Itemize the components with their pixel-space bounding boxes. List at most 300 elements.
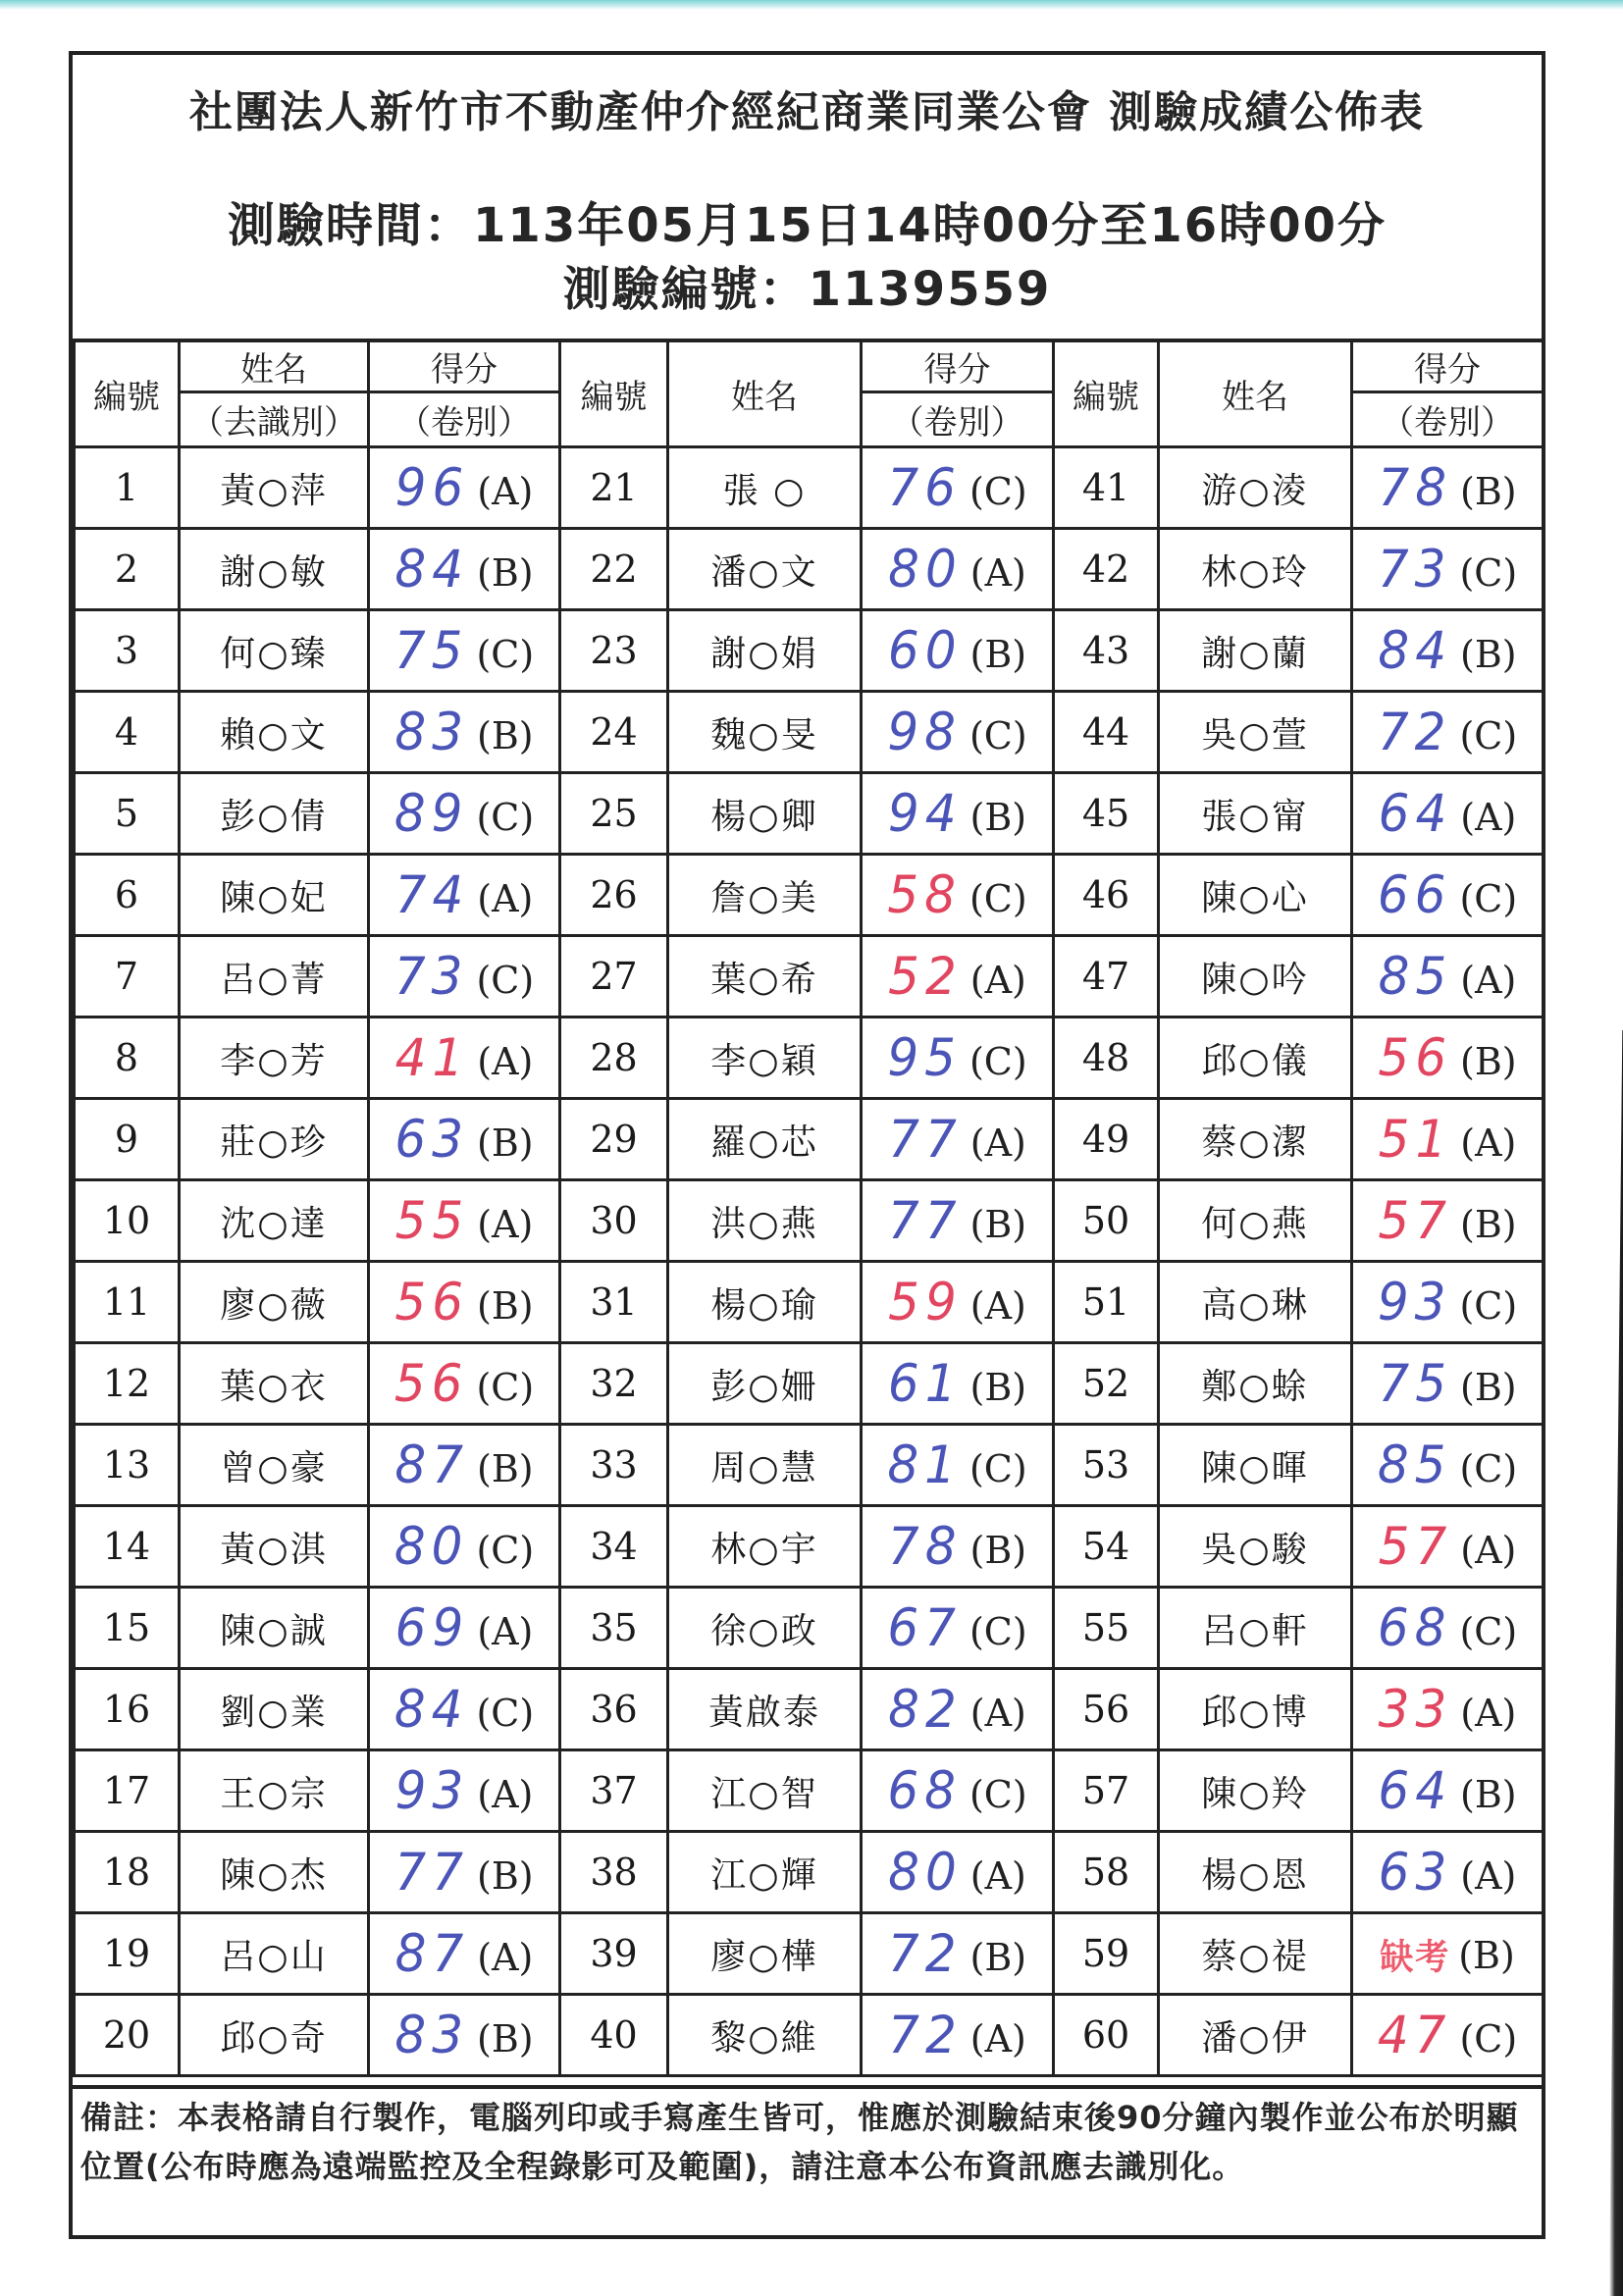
handwritten-score: 66: [1377, 864, 1452, 925]
score-cell: [1352, 1995, 1544, 2076]
handwritten-score: 75: [393, 620, 469, 681]
paper-version: (C): [1459, 877, 1518, 920]
candidate-number: 37: [560, 1750, 668, 1832]
paper-version: (A): [969, 1692, 1026, 1735]
score-cell: [1352, 1099, 1544, 1180]
candidate-name: 周○慧: [668, 1425, 862, 1506]
candidate-number: 27: [560, 936, 668, 1018]
candidate-number: 5: [75, 773, 180, 855]
candidate-number: 24: [560, 692, 668, 773]
score-cell: [1352, 610, 1544, 692]
candidate-number: 59: [1054, 1913, 1159, 1995]
candidate-number: 49: [1054, 1099, 1159, 1180]
handwritten-score: 51: [1378, 1109, 1453, 1170]
candidate-number: 32: [560, 1343, 668, 1425]
score-cell: [862, 1750, 1054, 1832]
exam-id-value: 1139559: [808, 262, 1052, 317]
candidate-name: 葉○希: [668, 936, 862, 1018]
candidate-number: 10: [75, 1180, 180, 1262]
candidate-number: 45: [1054, 773, 1159, 855]
score-cell: [862, 610, 1054, 692]
handwritten-score: 83: [394, 702, 470, 762]
candidate-name: 謝○娟: [668, 610, 862, 692]
paper-version: (B): [969, 1366, 1027, 1409]
score-cell: [369, 1832, 560, 1913]
score-cell: [369, 1018, 560, 1099]
paper-version: (C): [476, 1529, 535, 1572]
scan-edge-artifact-right: [1609, 1030, 1623, 2296]
paper-version: (A): [1460, 796, 1517, 839]
score-cell: [862, 1343, 1054, 1425]
candidate-name: 王○宗: [180, 1750, 369, 1832]
score-cell: [369, 1180, 560, 1262]
candidate-number: 25: [560, 773, 668, 855]
candidate-name: 潘○文: [668, 529, 862, 610]
score-cell: [862, 529, 1054, 610]
score-cell: [369, 1913, 560, 1995]
candidate-number: 17: [75, 1750, 180, 1832]
table-row: [75, 1750, 1544, 1832]
candidate-name: 沈○達: [180, 1180, 369, 1262]
paper-version: (A): [969, 2017, 1026, 2061]
document-title: 社團法人新竹市不動產仲介經紀商業同業公會 測驗成績公佈表: [188, 87, 1426, 137]
candidate-name: 楊○卿: [668, 773, 862, 855]
candidate-number: 43: [1054, 610, 1159, 692]
handwritten-score: 94: [887, 783, 963, 844]
table-row: [75, 1913, 1544, 1995]
absent-stamp: 缺考: [1380, 1936, 1451, 1978]
candidate-number: 11: [75, 1262, 180, 1343]
paper-version: (C): [476, 633, 535, 676]
paper-version: (B): [477, 2017, 534, 2061]
paper-version: (B): [1460, 1040, 1517, 1083]
candidate-name: 陳○心: [1159, 855, 1352, 936]
paper-version: (C): [1459, 1610, 1518, 1653]
candidate-number: 9: [75, 1099, 180, 1180]
candidate-number: 44: [1054, 692, 1159, 773]
candidate-name: 羅○芯: [668, 1099, 862, 1180]
handwritten-score: 80: [888, 1842, 963, 1903]
paper-version: (A): [1460, 1122, 1517, 1165]
score-cell: [1352, 692, 1544, 773]
table-row: [75, 692, 1544, 773]
col-subheader-paper: （卷別）: [369, 392, 560, 447]
handwritten-score: 80: [888, 539, 963, 600]
handwritten-score: 59: [888, 1272, 963, 1332]
paper-version: (A): [969, 1854, 1026, 1898]
score-cell: [862, 1506, 1054, 1588]
candidate-name: 黃啟泰: [668, 1669, 862, 1750]
handwritten-score: 33: [1378, 1679, 1453, 1740]
table-row: [75, 1669, 1544, 1750]
paper-version: (A): [1460, 1692, 1517, 1735]
col-header-score: 得分: [862, 340, 1054, 392]
col-header-number: 編號: [75, 340, 180, 447]
handwritten-score: 74: [394, 864, 470, 925]
candidate-name: 江○輝: [668, 1832, 862, 1913]
candidate-number: 38: [560, 1832, 668, 1913]
candidate-name: 賴○文: [180, 692, 369, 773]
paper-version: (A): [1460, 959, 1517, 1002]
candidate-number: 57: [1054, 1750, 1159, 1832]
paper-version: (B): [477, 551, 534, 595]
score-cell: [1352, 855, 1544, 936]
handwritten-score: 64: [1378, 1760, 1453, 1821]
score-cell: [862, 1018, 1054, 1099]
handwritten-score: 77: [888, 1109, 963, 1170]
score-cell: [862, 1099, 1054, 1180]
candidate-number: 31: [560, 1262, 668, 1343]
candidate-number: 39: [560, 1913, 668, 1995]
paper-version: (B): [477, 1854, 534, 1898]
handwritten-score: 77: [887, 1190, 963, 1251]
candidate-number: 42: [1054, 529, 1159, 610]
table-row: [75, 855, 1544, 936]
candidate-name: 詹○美: [668, 855, 862, 936]
paper-version: (B): [477, 1447, 534, 1490]
candidate-number: 4: [75, 692, 180, 773]
score-cell: [1352, 1343, 1544, 1425]
candidate-number: 3: [75, 610, 180, 692]
candidate-name: 莊○珍: [180, 1099, 369, 1180]
score-cell: [862, 1995, 1054, 2076]
score-cell: [862, 855, 1054, 936]
score-cell: [862, 447, 1054, 529]
candidate-number: 52: [1054, 1343, 1159, 1425]
paper-version: (C): [1459, 1447, 1518, 1490]
handwritten-score: 41: [394, 1027, 470, 1088]
handwritten-score: 61: [887, 1353, 963, 1414]
candidate-name: 劉○業: [180, 1669, 369, 1750]
candidate-name: 楊○恩: [1159, 1832, 1352, 1913]
score-cell: [369, 1588, 560, 1669]
col-header-name: 姓名: [180, 340, 369, 392]
paper-version: (A): [1460, 1854, 1517, 1898]
handwritten-score: 72: [888, 2005, 963, 2065]
score-cell: [369, 529, 560, 610]
candidate-name: 黎○維: [668, 1995, 862, 2076]
col-subheader-paper: （卷別）: [1352, 392, 1544, 447]
paper-version: (B): [1460, 1773, 1517, 1816]
candidate-number: 48: [1054, 1018, 1159, 1099]
score-cell: [369, 1995, 560, 2076]
paper-version: (C): [476, 1366, 535, 1409]
table-row: [75, 610, 1544, 692]
candidate-number: 22: [560, 529, 668, 610]
score-cell: [1352, 1588, 1544, 1669]
handwritten-score: 56: [1378, 1027, 1453, 1088]
score-cell: [369, 1099, 560, 1180]
paper-version: (C): [476, 1692, 535, 1735]
handwritten-score: 75: [1378, 1353, 1453, 1414]
candidate-number: 21: [560, 447, 668, 529]
paper-version: (B): [477, 1284, 534, 1328]
paper-version: (C): [969, 877, 1027, 920]
score-cell: [1352, 1750, 1544, 1832]
candidate-name: 吳○駿: [1159, 1506, 1352, 1588]
col-header-number: 編號: [560, 340, 668, 447]
handwritten-score: 76: [887, 457, 962, 518]
candidate-name: 張○甯: [1159, 773, 1352, 855]
paper-version: (B): [969, 633, 1027, 676]
candidate-number: 14: [75, 1506, 180, 1588]
handwritten-score: 81: [887, 1435, 962, 1495]
score-cell: [862, 692, 1054, 773]
candidate-number: 56: [1054, 1669, 1159, 1750]
table-row: [75, 1425, 1544, 1506]
scan-edge-artifact-top: [0, 0, 1623, 10]
candidate-name: 邱○奇: [180, 1995, 369, 2076]
handwritten-score: 73: [1377, 539, 1452, 600]
handwritten-score: 84: [393, 1679, 469, 1740]
candidate-number: 7: [75, 936, 180, 1018]
candidate-name: 廖○薇: [180, 1262, 369, 1343]
paper-version: (C): [969, 1610, 1027, 1653]
paper-version: (B): [477, 1122, 534, 1165]
score-cell: [862, 1669, 1054, 1750]
candidate-name: 江○智: [668, 1750, 862, 1832]
handwritten-score: 58: [887, 864, 962, 925]
score-cell: [862, 1180, 1054, 1262]
col-header-score: 得分: [1352, 340, 1544, 392]
handwritten-score: 68: [1377, 1597, 1452, 1658]
paper-version: (C): [1459, 1284, 1518, 1328]
handwritten-score: 64: [1378, 783, 1453, 844]
paper-version: (A): [477, 470, 534, 513]
candidate-number: 34: [560, 1506, 668, 1588]
candidate-number: 51: [1054, 1262, 1159, 1343]
candidate-name: 游○淩: [1159, 447, 1352, 529]
paper-version: (C): [969, 1040, 1027, 1083]
candidate-name: 呂○軒: [1159, 1588, 1352, 1669]
handwritten-score: 96: [394, 457, 470, 518]
candidate-number: 33: [560, 1425, 668, 1506]
handwritten-score: 73: [393, 946, 469, 1007]
table-row: [75, 529, 1544, 610]
handwritten-score: 52: [888, 946, 963, 1007]
handwritten-score: 56: [393, 1353, 469, 1414]
candidate-name: 陳○羚: [1159, 1750, 1352, 1832]
score-cell: [862, 936, 1054, 1018]
candidate-number: 47: [1054, 936, 1159, 1018]
candidate-name: 高○琳: [1159, 1262, 1352, 1343]
results-body: [75, 447, 1544, 2076]
table-row: [75, 1995, 1544, 2076]
col-header-score: 得分: [369, 340, 560, 392]
candidate-number: 6: [75, 855, 180, 936]
candidate-name: 黃○萍: [180, 447, 369, 529]
score-cell: [369, 1425, 560, 1506]
paper-version: (A): [969, 1284, 1026, 1328]
exam-id-label: 測驗編號：: [562, 262, 809, 317]
candidate-name: 呂○菁: [180, 936, 369, 1018]
handwritten-score: 67: [887, 1597, 962, 1658]
candidate-number: 58: [1054, 1832, 1159, 1913]
candidate-number: 2: [75, 529, 180, 610]
candidate-number: 12: [75, 1343, 180, 1425]
score-cell: [1352, 1262, 1544, 1343]
candidate-name: 謝○敏: [180, 529, 369, 610]
score-cell: [369, 855, 560, 936]
paper-version: (B): [1460, 1203, 1517, 1246]
score-cell: [862, 773, 1054, 855]
handwritten-score: 85: [1377, 1435, 1452, 1495]
score-cell: [1352, 1506, 1544, 1588]
candidate-name: 張 ○: [668, 447, 862, 529]
candidate-number: 28: [560, 1018, 668, 1099]
handwritten-score: 87: [394, 1435, 470, 1495]
paper-version: (C): [476, 796, 535, 839]
paper-version: (B): [477, 714, 534, 757]
candidate-number: 50: [1054, 1180, 1159, 1262]
score-cell: [1352, 1425, 1544, 1506]
paper-version: (C): [969, 714, 1027, 757]
paper-version: (A): [477, 1936, 534, 1979]
candidate-name: 蔡○潔: [1159, 1099, 1352, 1180]
candidate-number: 26: [560, 855, 668, 936]
paper-version: (A): [1460, 1529, 1517, 1572]
paper-version: (A): [969, 551, 1026, 595]
handwritten-score: 80: [393, 1516, 469, 1577]
paper-version: (A): [477, 1610, 534, 1653]
handwritten-score: 85: [1378, 946, 1453, 1007]
paper-version: (B): [1460, 1366, 1517, 1409]
handwritten-score: 98: [887, 702, 962, 762]
candidate-number: 19: [75, 1913, 180, 1995]
col-header-name: 姓名: [1159, 340, 1352, 447]
candidate-name: 李○芳: [180, 1018, 369, 1099]
paper-version: (A): [477, 1773, 534, 1816]
score-cell: [369, 936, 560, 1018]
handwritten-score: 69: [394, 1597, 470, 1658]
table-row: [75, 1343, 1544, 1425]
header-row-1: [75, 340, 1544, 392]
table-row: [75, 1018, 1544, 1099]
paper-version: (A): [477, 1203, 534, 1246]
handwritten-score: 63: [394, 1109, 470, 1170]
handwritten-score: 89: [393, 783, 469, 844]
score-cell: [862, 1425, 1054, 1506]
score-cell: [369, 1669, 560, 1750]
handwritten-score: 63: [1378, 1842, 1453, 1903]
candidate-number: 8: [75, 1018, 180, 1099]
candidate-name: 鄭○蜍: [1159, 1343, 1352, 1425]
handwritten-score: 93: [1377, 1272, 1452, 1332]
results-table: [73, 339, 1544, 2077]
table-row: [75, 447, 1544, 529]
candidate-number: 40: [560, 1995, 668, 2076]
paper-version: (A): [969, 959, 1026, 1002]
candidate-number: 15: [75, 1588, 180, 1669]
handwritten-score: 56: [394, 1272, 470, 1332]
candidate-number: 18: [75, 1832, 180, 1913]
candidate-number: 30: [560, 1180, 668, 1262]
col-header-number: 編號: [1054, 340, 1159, 447]
handwritten-score: 72: [887, 1923, 963, 1984]
paper-version: (A): [969, 1122, 1026, 1165]
candidate-name: 呂○山: [180, 1913, 369, 1995]
table-row: [75, 1506, 1544, 1588]
handwritten-score: 82: [888, 1679, 963, 1740]
candidate-name: 廖○樺: [668, 1913, 862, 1995]
paper-version: (C): [969, 1773, 1027, 1816]
score-cell: [1352, 447, 1544, 529]
candidate-number: 29: [560, 1099, 668, 1180]
paper-version: (A): [477, 1040, 534, 1083]
candidate-name: 邱○儀: [1159, 1018, 1352, 1099]
paper-version: (C): [1459, 551, 1518, 595]
candidate-number: 1: [75, 447, 180, 529]
score-cell: [369, 773, 560, 855]
table-row: [75, 1099, 1544, 1180]
score-cell: [1352, 1669, 1544, 1750]
candidate-name: 黃○淇: [180, 1506, 369, 1588]
score-cell: [369, 1262, 560, 1343]
candidate-number: 23: [560, 610, 668, 692]
handwritten-score: 84: [394, 539, 470, 600]
score-announcement-sheet: [69, 51, 1545, 2239]
candidate-name: 陳○妃: [180, 855, 369, 936]
table-row: [75, 936, 1544, 1018]
candidate-number: 36: [560, 1669, 668, 1750]
handwritten-score: 78: [887, 1516, 963, 1577]
exam-id: [73, 251, 1542, 319]
candidate-name: 陳○暉: [1159, 1425, 1352, 1506]
paper-version: (B): [969, 796, 1027, 839]
candidate-name: 陳○杰: [180, 1832, 369, 1913]
candidate-name: 彭○倩: [180, 773, 369, 855]
paper-version: (C): [1459, 714, 1518, 757]
candidate-name: 林○宇: [668, 1506, 862, 1588]
candidate-name: 陳○誠: [180, 1588, 369, 1669]
candidate-number: 54: [1054, 1506, 1159, 1588]
candidate-number: 46: [1054, 855, 1159, 936]
score-cell: [369, 610, 560, 692]
paper-version: (C): [1459, 2017, 1518, 2061]
paper-version: (B): [1458, 1933, 1515, 1977]
score-cell: [862, 1913, 1054, 1995]
table-row: [75, 773, 1544, 855]
candidate-name: 魏○旻: [668, 692, 862, 773]
handwritten-score: 83: [394, 2005, 470, 2065]
handwritten-score: 84: [1378, 620, 1453, 681]
score-cell: [862, 1588, 1054, 1669]
handwritten-score: 78: [1378, 457, 1453, 518]
table-row: [75, 1588, 1544, 1669]
candidate-name: 葉○衣: [180, 1343, 369, 1425]
candidate-name: 林○玲: [1159, 529, 1352, 610]
footer-note: 備註：本表格請自行製作，電腦列印或手寫產生皆可，惟應於測驗結束後90分鐘內製作並公布於明顯位置(公布時應為遠端監控及全程錄影可及範圍)，請注意本公布資訊應去識別化。: [73, 2085, 1542, 2235]
paper-version: (A): [477, 877, 534, 920]
candidate-name: 徐○政: [668, 1588, 862, 1669]
paper-version: (C): [969, 1447, 1027, 1490]
candidate-number: 20: [75, 1995, 180, 2076]
handwritten-score: 57: [1378, 1516, 1453, 1577]
candidate-name: 吳○萱: [1159, 692, 1352, 773]
score-cell: [369, 692, 560, 773]
handwritten-score: 93: [394, 1760, 470, 1821]
exam-time-value: 113年05月15日14時00分至16時00分: [473, 198, 1387, 253]
handwritten-score: 77: [394, 1842, 470, 1903]
paper-version: (C): [969, 470, 1027, 513]
score-cell: [369, 447, 560, 529]
score-cell: [369, 1343, 560, 1425]
score-cell: [1352, 529, 1544, 610]
candidate-name: 何○臻: [180, 610, 369, 692]
candidate-name: 謝○蘭: [1159, 610, 1352, 692]
score-cell: [1352, 1180, 1544, 1262]
candidate-number: 41: [1054, 447, 1159, 529]
